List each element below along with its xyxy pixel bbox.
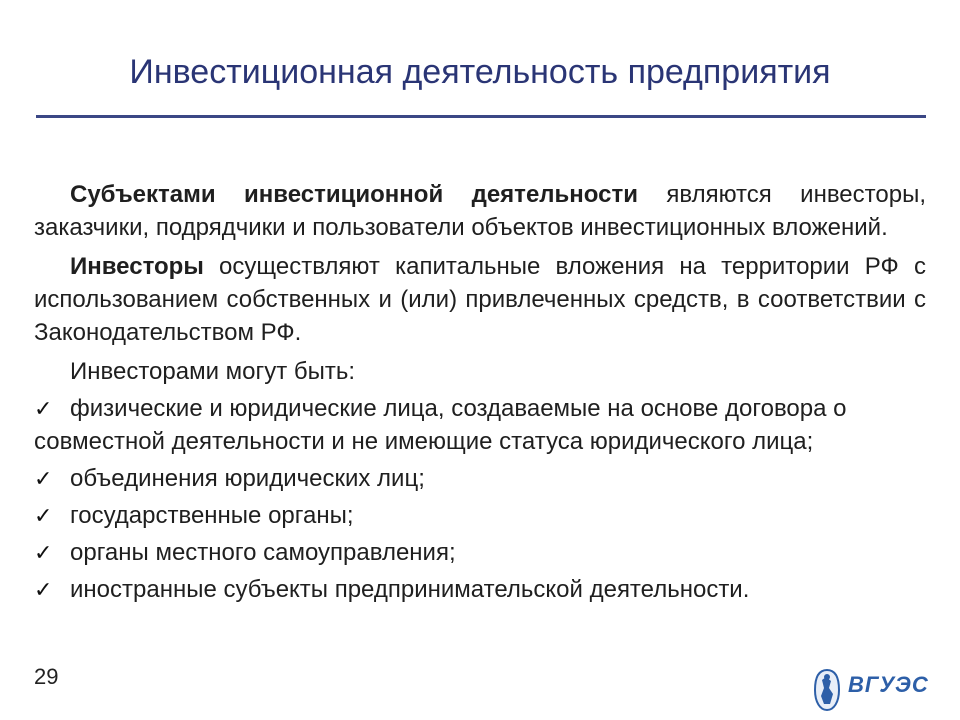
paragraph-subjects [34,178,926,244]
list-item-text: физические и юридические лица, создаваемые на основе договора о совместной деятельности и не имеющие статуса юридического лица; [34,395,847,455]
list-item-text: объединения юридических лиц; [70,465,425,492]
seal-icon [812,668,842,712]
slide-title: Инвестиционная деятельность предприятия [129,53,831,91]
paragraph-investors-bold: Инвесторы [70,253,204,280]
slide-content [34,178,926,610]
investors-list [34,392,926,606]
paragraph-investors [34,250,926,349]
logo-text: ВГУЭС [848,672,929,697]
university-logo [812,668,929,714]
paragraph-subjects-text: являются инвесторы, заказчики, подрядчики и пользователи объектов инвестиционных вложений. [34,181,926,241]
list-item [34,573,926,606]
list-item [34,499,926,532]
list-intro: Инвесторами могут быть: [70,358,356,385]
title-divider [36,115,926,118]
checkmark-icon: ✓ [34,577,53,602]
list-item-text: иностранные субъекты предпринимательской деятельности. [70,576,750,603]
paragraph-subjects-bold: Субъектами инвестиционной деятельности [70,181,638,208]
checkmark-icon: ✓ [34,540,53,565]
page-number: 29 [34,664,59,689]
paragraph-investors-text: осуществляют капитальные вложения на территории РФ с использованием собственных и (или) привлеченных средств, в соответствии с Законодательством РФ. [34,253,926,346]
checkmark-icon: ✓ [34,466,53,491]
checkmark-icon: ✓ [34,503,53,528]
list-item-text: государственные органы; [70,502,354,529]
checkmark-icon: ✓ [34,396,53,421]
list-item-text: органы местного самоуправления; [70,539,456,566]
list-item [34,462,926,495]
list-item [34,536,926,569]
list-item [34,392,926,458]
